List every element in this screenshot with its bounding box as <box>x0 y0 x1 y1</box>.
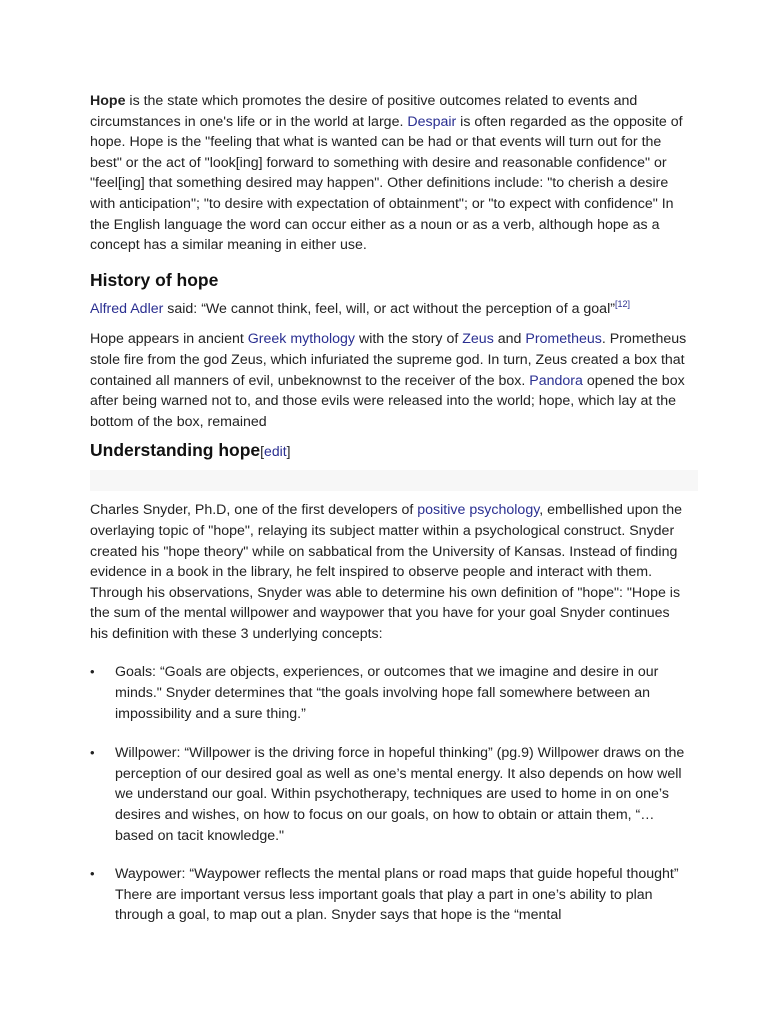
positive-psychology-link[interactable]: positive psychology <box>417 502 540 519</box>
greek-mythology-link[interactable]: Greek mythology <box>247 331 355 348</box>
section-divider-bar <box>90 470 698 491</box>
article-body <box>90 91 690 926</box>
bullet-icon: • <box>90 745 95 761</box>
list-item-goals: • Goals: “Goals are objects, experiences, or outcomes that we imagine and desire in our minds." Snyder determines that “the goals involving hope fall somewhere between an impossibility and a sure thing.” <box>90 664 659 722</box>
concepts-list <box>90 662 690 926</box>
pandora-link[interactable]: Pandora <box>529 372 583 389</box>
list-item-waypower: • Waypower: “Waypower reflects the mental plans or road maps that guide hopeful thought” There are important versus less important goals that play a part in one’s ability to plan through a goal, to map out a plan. Snyder says that hope is the “mental <box>90 866 679 924</box>
adler-paragraph: Alfred Adler said: “We cannot think, feel, will, or act without the perception of a goal”[12] <box>90 298 630 317</box>
bullet-icon: • <box>90 664 95 680</box>
zeus-link[interactable]: Zeus <box>462 331 494 348</box>
edit-section: [edit] <box>260 443 291 460</box>
citation-12-link[interactable]: [12] <box>614 298 630 309</box>
intro-paragraph: Hope is the state which promotes the desire of positive outcomes related to events and circumstances in one's life or in the world at large. Despair is often regarded as the opposite of hope. Hope is the "feeling that what is wanted can be had or that events will turn out for the best" or the act of "look[ing] forward to something with desire and reasonable confidence" or "feel[ing] that something desired may happen". Other definitions include: "to cherish a desire with anticipation"; "to desire with expectation of obtainment"; or "to expect with confidence" In the English language the word can occur either as a noun or as a verb, although hope as a concept has a similar meaning in either use. <box>90 93 683 254</box>
hope-term: Hope <box>90 93 126 109</box>
despair-link[interactable]: Despair <box>407 113 457 130</box>
alfred-adler-link[interactable]: Alfred Adler <box>90 300 164 317</box>
snyder-paragraph: Charles Snyder, Ph.D, one of the first developers of positive psychology, embellished upon the overlaying topic of "hope", relaying its subject matter within a psychological construct. Snyder created his "hope theory" while on sabbatical from the University of Kansas. Instead of finding evidence in a book in the library, he felt inspired to observe people and interact with them. Through his observations, Snyder was able to determine his own definition of "hope": "Hope is the sum of the mental willpower and waypower that you have for your goal Snyder continues his definition with these 3 underlying concepts: <box>90 502 683 642</box>
history-heading: History of hope <box>90 269 219 290</box>
bullet-icon: • <box>90 866 95 882</box>
edit-link[interactable]: edit <box>264 443 287 460</box>
prometheus-link[interactable]: Prometheus <box>525 331 602 348</box>
mythology-paragraph: Hope appears in ancient Greek mythology with the story of Zeus and Prometheus. Prometheus stole fire from the god Zeus, which infuriated the supreme god. In turn, Zeus created a box that contained all manners of evil, unbeknownst to the receiver of the box. Pandora opened the box after being warned not to, and those evils were released into the world; hope, which lay at the bottom of the box, remained <box>90 331 687 430</box>
list-item-willpower: • Willpower: “Willpower is the driving force in hopeful thinking” (pg.9) Willpower draws on the perception of our desired goal as well as one’s mental energy. It also depends on how well we understand our goal. Within psychotherapy, techniques are used to home in on one’s desires and wishes, on how to focus on our goals, on how to obtain or attain them, “…based on tacit knowledge." <box>90 745 685 844</box>
understanding-heading: Understanding hope[edit] <box>90 440 291 461</box>
